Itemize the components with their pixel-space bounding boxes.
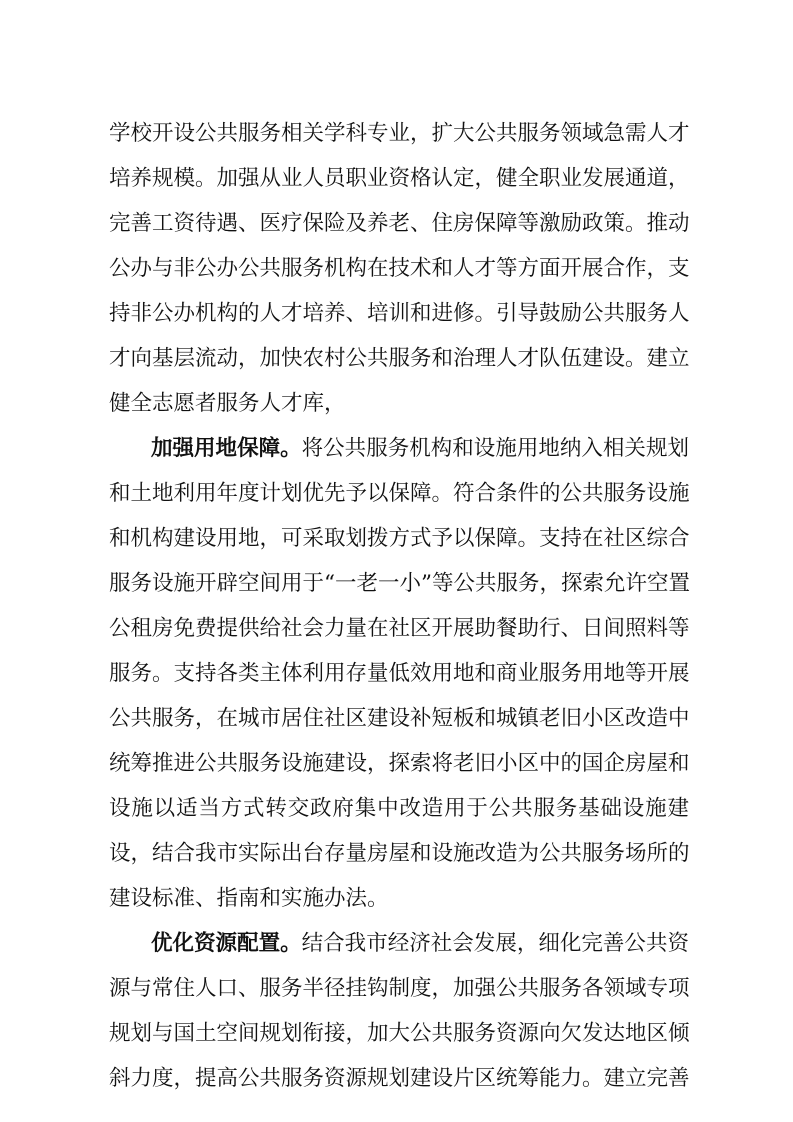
body-text-line: 和机构建设用地，可采取划拨方式予以保障。支持在社区综合 (109, 526, 690, 551)
paragraph-heading: 优化资源配置。 (151, 931, 302, 956)
body-text-line: 斜力度，提高公共服务资源规划建设片区统筹能力。建立完善 (109, 1066, 690, 1091)
body-text-line: 建设标准、指南和实施办法。 (109, 886, 389, 911)
paragraph-first-line (151, 437, 689, 461)
body-text-line: 才向基层流动，加快农村公共服务和治理人才队伍建设。建立 (109, 346, 690, 371)
body-text-line: 设，结合我市实际出台存量房屋和设施改造为公共服务场所的 (109, 841, 690, 866)
body-text: 将公共服务机构和设施用地纳入相关规划 (301, 436, 689, 461)
body-text-line: 公共服务，在城市居住社区建设补短板和城镇老旧小区改造中 (109, 706, 690, 731)
paragraph-heading: 加强用地保障。 (151, 436, 302, 461)
body-text-line: 持非公办机构的人才培养、培训和进修。引导鼓励公共服务人 (109, 301, 690, 326)
body-text-line: 健全志愿者服务人才库， (109, 391, 346, 416)
body-text: 结合我市经济社会发展，细化完善公共资 (301, 931, 689, 956)
body-text-line: 培养规模。加强从业人员职业资格认定，健全职业发展通道， (109, 166, 690, 191)
body-text-line: 规划与国土空间规划衔接，加大公共服务资源向欠发达地区倾 (109, 1021, 690, 1046)
body-text-line: 和土地利用年度计划优先予以保障。符合条件的公共服务设施 (109, 481, 690, 506)
body-text-line: 公租房免费提供给社会力量在社区开展助餐助行、日间照料等 (109, 616, 690, 641)
body-text-line: 公办与非公办公共服务机构在技术和人才等方面开展合作，支 (109, 256, 690, 281)
body-text-line: 服务。支持各类主体利用存量低效用地和商业服务用地等开展 (109, 661, 690, 686)
body-text-line: 学校开设公共服务相关学科专业，扩大公共服务领域急需人才 (109, 121, 690, 146)
paragraph-first-line (151, 932, 689, 956)
body-text-line: 设施以适当方式转交政府集中改造用于公共服务基础设施建 (109, 796, 689, 821)
body-text-line: 服务设施开辟空间用于“一老一小”等公共服务，探索允许空置 (109, 571, 690, 596)
body-text-line: 完善工资待遇、医疗保险及养老、住房保障等激励政策。推动 (109, 211, 690, 236)
body-text-line: 源与常住人口、服务半径挂钩制度，加强公共服务各领域专项 (109, 976, 690, 1001)
body-text-line: 统筹推进公共服务设施建设，探索将老旧小区中的国企房屋和 (109, 751, 690, 776)
